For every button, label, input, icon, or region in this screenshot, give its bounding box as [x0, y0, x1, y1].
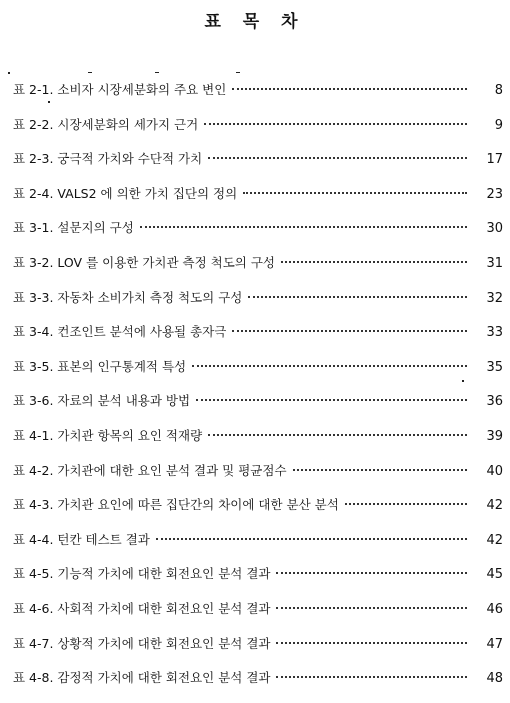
toc-entry-page-number: 8 [494, 83, 503, 98]
dot-leader [208, 157, 467, 159]
toc-entry-label: 표 4-7. 상황적 가치에 대한 회전요인 분석 결과 [13, 635, 271, 651]
toc-entry-label: 표 4-1. 가치관 항목의 요인 적재량 [13, 427, 203, 443]
toc-entry-page-number: 32 [486, 290, 503, 306]
page-title: 표 목 차 [204, 12, 306, 32]
toc-entry-page-number: 40 [486, 463, 503, 479]
dot-leader [293, 469, 467, 471]
toc-entry[interactable] [13, 495, 503, 530]
toc-entry[interactable] [13, 391, 503, 426]
dot-leader [156, 538, 467, 540]
dot-leader [276, 607, 467, 609]
toc-entry[interactable] [13, 599, 503, 634]
toc-entry[interactable] [13, 668, 503, 703]
dot-leader [232, 88, 467, 90]
toc-entry-page-number: 47 [486, 636, 503, 652]
toc-entry-label: 표 3-4. 컨조인트 분석에 사용될 총자극 [13, 324, 227, 340]
toc-entry-page-number: 33 [486, 325, 503, 341]
dot-leader [196, 399, 467, 401]
toc-entry-page-number: 48 [486, 671, 503, 687]
toc-entry-label: 표 3-1. 설문지의 구성 [13, 220, 134, 236]
scan-speck [8, 72, 10, 74]
dot-leader [276, 572, 467, 574]
toc-entry-label: 표 3-6. 자료의 분석 내용과 방법 [13, 393, 191, 409]
toc-entry[interactable] [13, 530, 503, 565]
toc-entry-label: 표 4-5. 기능적 가치에 대한 회전요인 분석 결과 [13, 566, 271, 582]
toc-entry[interactable] [13, 426, 503, 461]
toc-entry-page-number: 42 [486, 498, 503, 514]
toc-entry[interactable] [13, 634, 503, 669]
toc-entry[interactable] [13, 184, 503, 219]
dot-leader [140, 226, 467, 228]
toc-entry-label: 표 4-4. 턴칸 테스트 결과 [13, 531, 150, 547]
toc-entry-page-number: 46 [486, 601, 503, 617]
toc-entry[interactable] [13, 288, 503, 323]
toc-entry-page-number: 36 [486, 394, 503, 410]
toc-entry-label: 표 4-6. 사회적 가치에 대한 회전요인 분석 결과 [13, 600, 271, 616]
toc-entry-page-number: 9 [494, 117, 503, 133]
dot-leader [243, 192, 467, 194]
toc-entry-page-number: 23 [486, 186, 503, 202]
toc-entry[interactable] [13, 149, 503, 184]
dot-leader [204, 123, 467, 125]
dot-leader [276, 642, 467, 644]
toc-entry-page-number: 17 [486, 152, 503, 168]
toc-entry-page-number: 42 [486, 532, 503, 548]
toc-entry-label: 표 4-2. 가치관에 대한 요인 분석 결과 및 평균점수 [13, 462, 287, 478]
toc-entry[interactable] [13, 357, 503, 392]
toc-entry-label: 표 2-4. VALS2 에 의한 가치 집단의 정의 [13, 185, 238, 201]
toc-entry-label: 표 3-2. LOV 를 이용한 가치관 측정 척도의 구성 [13, 254, 275, 270]
toc-entry-label: 표 4-3. 가치관 요인에 따른 집단간의 차이에 대한 분산 분석 [13, 497, 339, 513]
dot-leader [345, 503, 467, 505]
toc-entry-label: 표 4-8. 감정적 가치에 대한 회전요인 분석 결과 [13, 670, 271, 686]
toc-entry[interactable] [13, 461, 503, 496]
toc-entry[interactable] [13, 218, 503, 253]
dot-leader [208, 434, 467, 436]
dot-leader [281, 261, 467, 263]
scan-speck [155, 72, 159, 73]
dot-leader [276, 676, 467, 678]
toc-entry[interactable] [13, 253, 503, 288]
toc-entry-label: 표 2-1. 소비자 시장세분화의 주요 변인 [13, 82, 227, 97]
toc-entry[interactable] [13, 322, 503, 357]
toc-entry-page-number: 39 [486, 428, 503, 444]
toc-entry[interactable] [13, 115, 503, 150]
dot-leader [232, 330, 467, 332]
toc-entry-label: 표 3-3. 자동차 소비가치 측정 척도의 구성 [13, 289, 243, 305]
toc-entry-label: 표 2-3. 궁극적 가치와 수단적 가치 [13, 151, 203, 167]
toc-entry-page-number: 45 [486, 567, 503, 583]
toc-entry-page-number: 30 [486, 221, 503, 237]
dot-leader [192, 365, 467, 367]
toc-entry-page-number: 35 [486, 359, 503, 375]
dot-leader [248, 296, 467, 298]
toc-entry-page-number: 31 [486, 255, 503, 271]
table-of-contents [13, 80, 503, 703]
toc-entry-label: 표 3-5. 표본의 인구통계적 특성 [13, 358, 187, 374]
toc-entry-label: 표 2-2. 시장세분화의 세가지 근거 [13, 116, 199, 132]
scan-speck [88, 72, 92, 73]
scan-speck [236, 72, 240, 73]
toc-entry[interactable] [13, 564, 503, 599]
toc-entry[interactable] [13, 80, 503, 115]
